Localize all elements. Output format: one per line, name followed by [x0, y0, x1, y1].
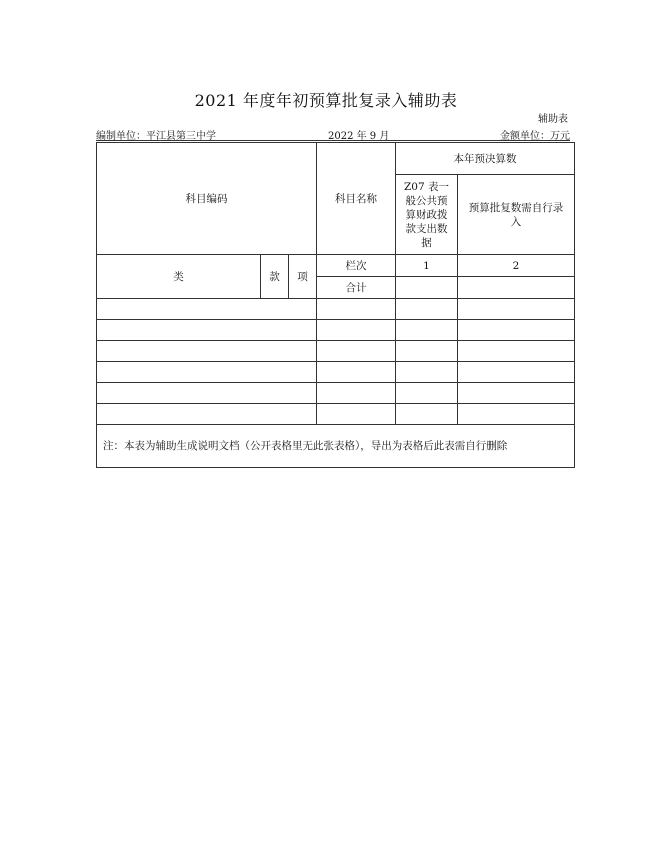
compiling-unit: 编制单位：平江县第三中学 — [96, 131, 216, 142]
row-code — [97, 383, 317, 404]
table-row — [97, 404, 575, 425]
col2-number: 2 — [458, 255, 575, 277]
row-col2 — [458, 362, 575, 383]
page-title: 2021 年度年初预算批复录入辅助表 — [194, 91, 458, 110]
kuan-header: 款 — [261, 255, 289, 299]
table-row — [97, 341, 575, 362]
row-col2 — [458, 383, 575, 404]
code-header: 科目编码 — [97, 143, 317, 255]
budget-table — [96, 142, 575, 468]
row-col2 — [458, 299, 575, 320]
row-name — [317, 341, 396, 362]
report-date: 2022 年 9 月 — [328, 131, 390, 142]
row-col1 — [396, 362, 458, 383]
row-col1 — [396, 320, 458, 341]
row-col1 — [396, 299, 458, 320]
row-code — [97, 341, 317, 362]
footnote: 注：本表为辅助生成说明文档（公开表格里无此张表格），导出为表格后此表需自行删除 — [97, 425, 575, 468]
group-header: 本年预决算数 — [396, 143, 575, 175]
row-col1 — [396, 341, 458, 362]
row-name — [317, 320, 396, 341]
table-row — [97, 362, 575, 383]
row-col1 — [396, 404, 458, 425]
row-code — [97, 299, 317, 320]
row-name — [317, 404, 396, 425]
col1-header-text: Z07 表一般公共预算财政拨款支出数据 — [404, 180, 450, 249]
row-col2 — [458, 341, 575, 362]
xiang-header: 项 — [289, 255, 317, 299]
row-name — [317, 299, 396, 320]
row-code — [97, 320, 317, 341]
row-code — [97, 404, 317, 425]
lei-header: 类 — [97, 255, 261, 299]
row-code — [97, 362, 317, 383]
table-row — [97, 299, 575, 320]
lanci-label: 栏次 — [317, 255, 396, 277]
meta-row — [96, 126, 570, 141]
col1-number: 1 — [396, 255, 458, 277]
total-col2 — [458, 277, 575, 299]
col2-header — [458, 175, 575, 255]
table-row — [97, 320, 575, 341]
total-col1 — [396, 277, 458, 299]
table-row — [97, 383, 575, 404]
row-name — [317, 383, 396, 404]
amount-unit: 金额单位：万元 — [500, 131, 570, 142]
row-col1 — [396, 383, 458, 404]
col2-header-text: 预算批复数需自行录入 — [468, 201, 564, 228]
col1-header — [396, 175, 458, 255]
name-header: 科目名称 — [317, 143, 396, 255]
total-label: 合计 — [317, 277, 396, 299]
row-col2 — [458, 320, 575, 341]
row-name — [317, 362, 396, 383]
row-col2 — [458, 404, 575, 425]
table-tag: 辅助表 — [538, 114, 568, 125]
